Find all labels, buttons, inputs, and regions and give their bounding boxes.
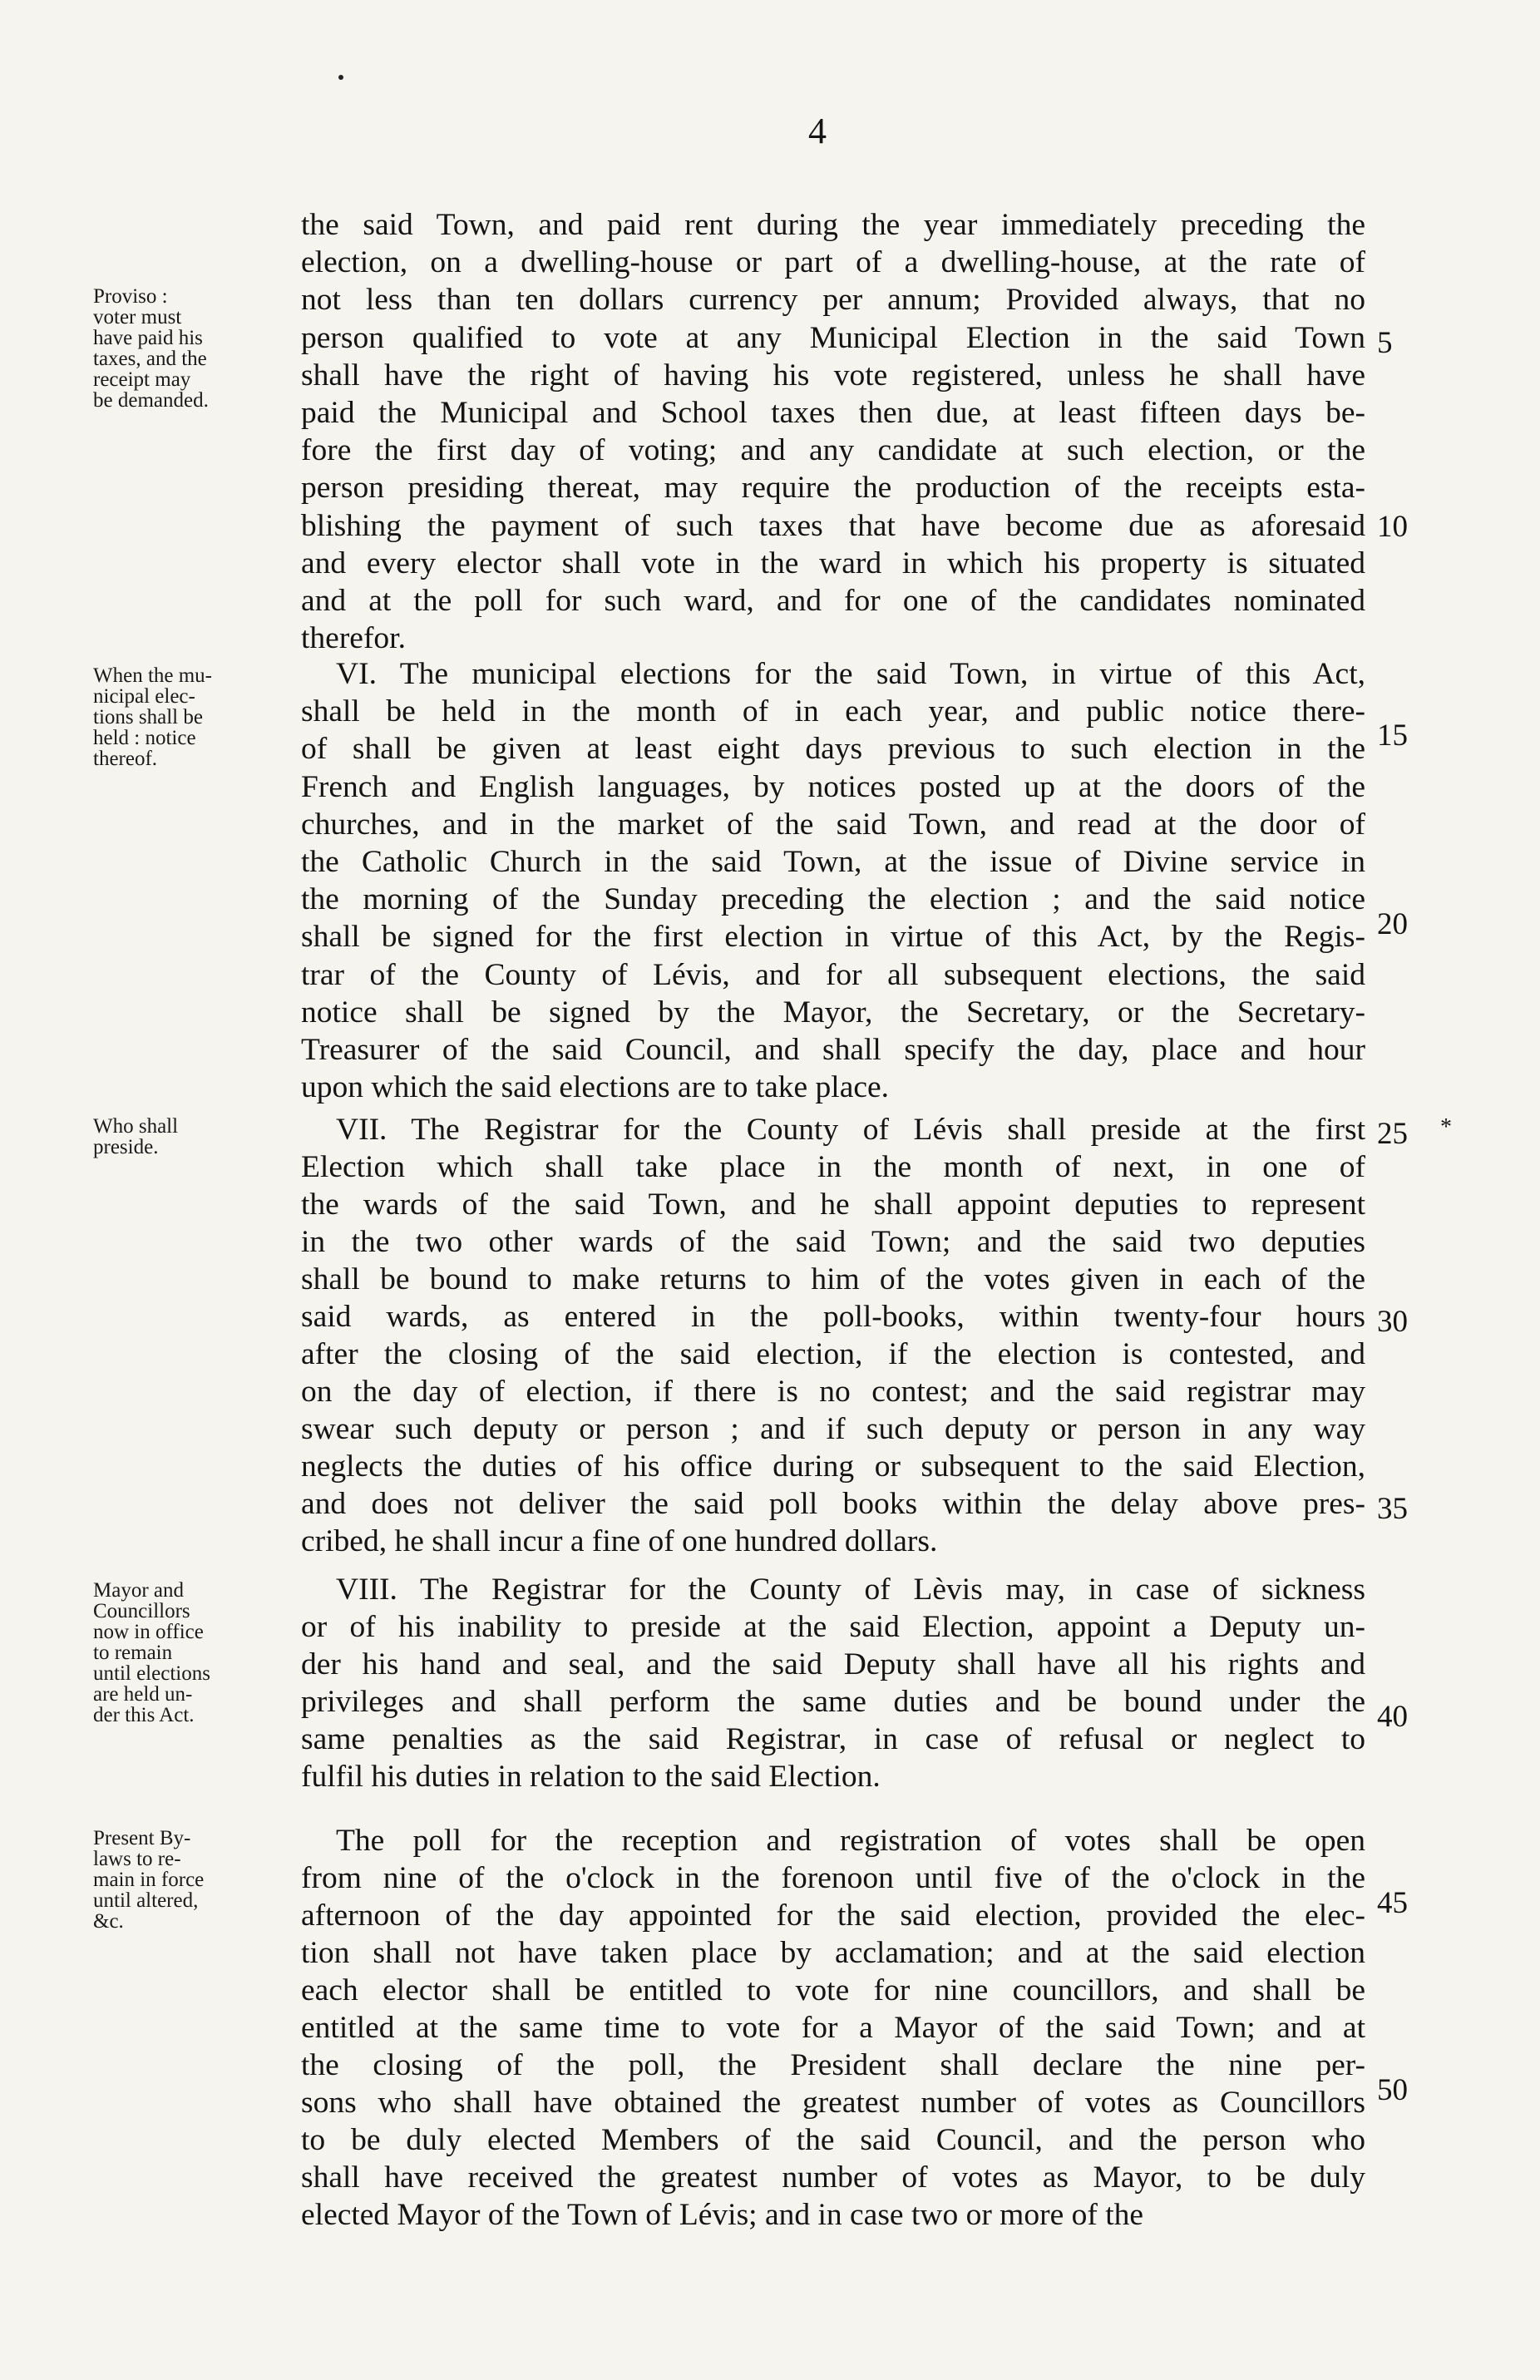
line-number: 40 <box>1377 1700 1408 1734</box>
text-line: person presiding thereat, may require the production of the receipts esta- <box>301 471 1365 506</box>
text-line: the wards of the said Town, and he shall appoint deputies to represent <box>301 1188 1365 1222</box>
note-line: until altered, <box>93 1889 199 1912</box>
text-line: swear such deputy or person ; and if such deputy or person in any way <box>301 1412 1365 1446</box>
text-line: paid the Municipal and School taxes then due, at least fifteen days be- <box>301 396 1365 430</box>
text-line: not less than ten dollars currency per annum; Provided always, that no <box>301 283 1365 318</box>
note-line: Who shall <box>93 1115 179 1138</box>
text-line: privileges and shall perform the same duties and be bound under the <box>301 1685 1365 1719</box>
note-line: be demanded. <box>93 389 209 412</box>
line-number: 20 <box>1377 907 1408 941</box>
note-line: receipt may <box>93 368 191 391</box>
text-line: and every elector shall vote in the ward in which his property is situated <box>301 546 1365 580</box>
text-line: upon which the said elections are to take place. <box>301 1070 890 1105</box>
asterisk-mark: * <box>1440 1114 1452 1140</box>
text-line: tion shall not have taken place by acclamation; and at the said election <box>301 1936 1365 1970</box>
note-line: have paid his <box>93 327 203 349</box>
text-line: to be duly elected Members of the said Council, and the person who <box>301 2123 1365 2157</box>
text-line: afternoon of the day appointed for the said election, provided the elec- <box>301 1899 1365 1933</box>
text-line: election, on a dwelling-house or part of a dwelling-house, at the rate of <box>301 245 1365 280</box>
note-line: until elections <box>93 1662 210 1685</box>
line-number: 10 <box>1377 510 1408 544</box>
text-line: VIII. The Registrar for the County of Lèvis may, in case of sickness <box>336 1573 1365 1607</box>
line-number: 15 <box>1377 718 1408 753</box>
note-line: taxes, and the <box>93 348 207 370</box>
note-line: When the mu- <box>93 664 213 687</box>
note-line: thereof. <box>93 748 158 770</box>
note-line: voter must <box>93 306 182 328</box>
note-line: main in force <box>93 1869 205 1891</box>
line-number: 25 <box>1377 1117 1408 1151</box>
text-line: French and English languages, by notices posted up at the doors of the <box>301 769 1365 804</box>
line-number: 45 <box>1377 1886 1408 1920</box>
text-line: shall have received the greatest number of votes as Mayor, to be duly <box>301 2160 1365 2195</box>
text-line: shall be bound to make returns to him of the votes given in each of the <box>301 1262 1365 1296</box>
text-line: the Catholic Church in the said Town, at the issue of Divine service in <box>301 845 1365 879</box>
line-number: 30 <box>1377 1305 1408 1339</box>
line-number: 35 <box>1377 1492 1408 1526</box>
text-line: blishing the payment of such taxes that have become due as aforesaid <box>301 508 1365 543</box>
text-line: Treasurer of the said Council, and shall specify the day, place and hour <box>301 1033 1365 1067</box>
note-line: now in office <box>93 1621 204 1643</box>
margin-note-bylaws <box>93 1828 293 1932</box>
margin-note-elections <box>93 665 293 769</box>
text-line: on the day of election, if there is no contest; and the said registrar may <box>301 1375 1365 1409</box>
text-line: der his hand and seal, and the said Deputy shall have all his rights and <box>301 1647 1365 1681</box>
note-line: Councillors <box>93 1600 190 1622</box>
note-line: are held un- <box>93 1683 193 1706</box>
note-line: tions shall be <box>93 706 203 728</box>
text-line: the said Town, and paid rent during the year immediately preceding the <box>301 208 1365 242</box>
text-line: person qualified to vote at any Municipal Election in the said Town <box>301 320 1365 355</box>
text-line: the morning of the Sunday preceding the election ; and the said notice <box>301 882 1365 917</box>
text-line: VII. The Registrar for the County of Lévis shall preside at the first <box>336 1113 1365 1147</box>
text-line: of shall be given at least eight days previous to such election in the <box>301 732 1365 767</box>
text-line: Election which shall take place in the month of next, in one of <box>301 1150 1365 1184</box>
text-line: each elector shall be entitled to vote for nine councillors, and shall be <box>301 1973 1365 2007</box>
note-line: held : notice <box>93 727 196 749</box>
line-number: 50 <box>1377 2073 1408 2107</box>
note-line: to remain <box>93 1642 173 1664</box>
text-line: churches, and in the market of the said Town, and read at the door of <box>301 807 1365 842</box>
text-line: neglects the duties of his office during or subsequent to the said Election, <box>301 1449 1365 1484</box>
text-line: said wards, as entered in the poll-books, within twenty-four hours <box>301 1300 1365 1334</box>
text-line: VI. The municipal elections for the said Town, in virtue of this Act, <box>336 657 1365 691</box>
page-number: 4 <box>808 111 827 151</box>
text-line: shall be signed for the first election in virtue of this Act, by the Regis- <box>301 920 1365 955</box>
text-line: fulfil his duties in relation to the said Election. <box>301 1760 881 1794</box>
text-line: shall be held in the month of in each year, and public notice there- <box>301 694 1365 729</box>
text-line: in the two other wards of the said Town; and the said two deputies <box>301 1225 1365 1259</box>
text-line: sons who shall have obtained the greatest number of votes as Councillors <box>301 2086 1365 2120</box>
note-line: laws to re- <box>93 1848 181 1870</box>
note-line: preside. <box>93 1136 159 1158</box>
text-line: shall have the right of having his vote registered, unless he shall have <box>301 358 1365 393</box>
text-line: cribed, he shall incur a fine of one hundred dollars. <box>301 1524 938 1558</box>
note-line: Mayor and <box>93 1579 184 1602</box>
stray-dot <box>338 75 343 80</box>
text-line: and does not deliver the said poll books within the delay above pres- <box>301 1487 1365 1521</box>
text-line: or of his inability to preside at the said Election, appoint a Deputy un- <box>301 1610 1365 1644</box>
text-line: the closing of the poll, the President shall declare the nine per- <box>301 2048 1365 2082</box>
margin-note-proviso <box>93 286 293 411</box>
note-line: nicipal elec- <box>93 685 195 708</box>
margin-note-preside <box>93 1116 293 1158</box>
text-line: after the closing of the said election, if the election is contested, and <box>301 1337 1365 1371</box>
line-number: 5 <box>1377 326 1393 360</box>
text-line: and at the poll for such ward, and for one of the candidates nominated <box>301 584 1365 618</box>
note-line: Proviso : <box>93 285 168 308</box>
text-line: fore the first day of voting; and any candidate at such election, or the <box>301 433 1365 468</box>
note-line: Present By- <box>93 1827 191 1849</box>
text-line: from nine of the o'clock in the forenoon until five of the o'clock in the <box>301 1861 1365 1895</box>
text-line: The poll for the reception and registration of votes shall be open <box>336 1824 1365 1858</box>
text-line: same penalties as the said Registrar, in case of refusal or neglect to <box>301 1722 1365 1756</box>
text-line: notice shall be signed by the Mayor, the Secretary, or the Secretary- <box>301 995 1365 1030</box>
margin-note-mayor <box>93 1580 293 1726</box>
text-line: entitled at the same time to vote for a Mayor of the said Town; and at <box>301 2011 1365 2045</box>
note-line: der this Act. <box>93 1704 195 1726</box>
note-line: &c. <box>93 1910 124 1933</box>
text-line: therefor. <box>301 621 406 656</box>
text-line: trar of the County of Lévis, and for all subsequent elections, the said <box>301 957 1365 992</box>
text-line: elected Mayor of the Town of Lévis; and in case two or more of the <box>301 2198 1144 2232</box>
